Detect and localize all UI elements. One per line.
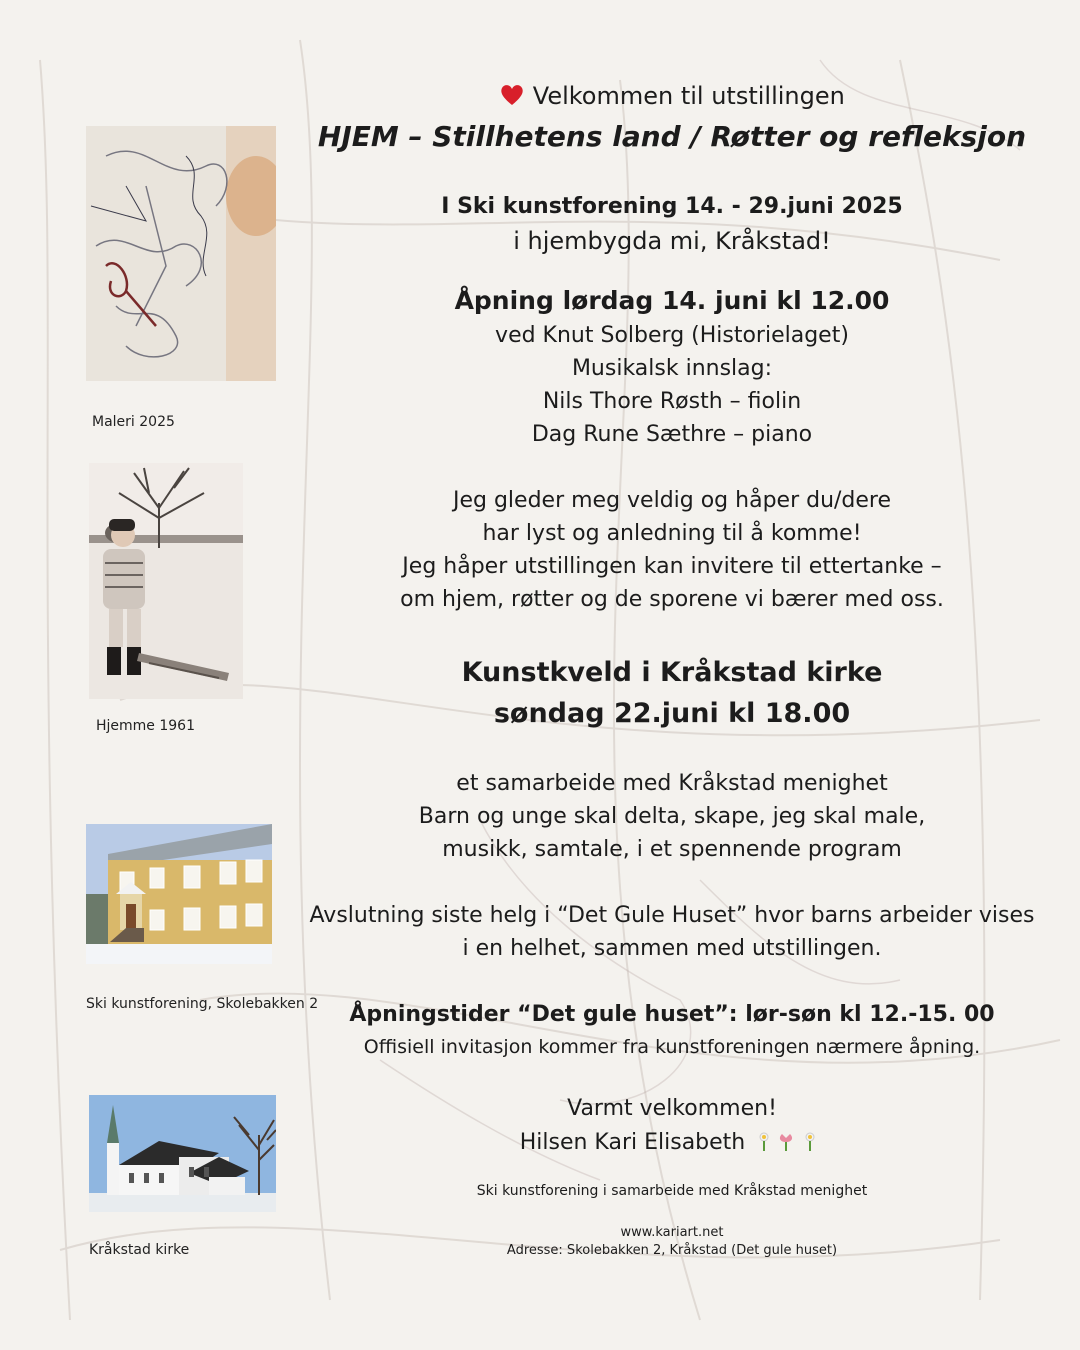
opening-heading: Åpning lørdag 14. juni kl 12.00 bbox=[454, 286, 890, 315]
childhood-photo bbox=[89, 463, 243, 699]
painting-caption: Maleri 2025 bbox=[92, 414, 175, 430]
welcome-text: Velkommen til utstillingen bbox=[532, 82, 845, 110]
footer-website[interactable]: www.kariart.net bbox=[620, 1225, 724, 1240]
hours-heading: Åpningstider “Det gule huset”: lør-søn kl 12.-15. 00 bbox=[349, 1002, 995, 1027]
artnight-line: Barn og unge skal delta, skape, jeg skal male, bbox=[418, 804, 926, 829]
footer-partner: Ski kunstforening i samarbeide med Kråkstad menighet bbox=[476, 1183, 868, 1199]
message-line: Jeg håper utstillingen kan invitere til ettertanke – bbox=[402, 554, 942, 579]
church-caption: Kråkstad kirke bbox=[89, 1242, 190, 1258]
house-caption: Ski kunstforening, Skolebakken 2 bbox=[86, 996, 319, 1012]
artnight-line: musikk, samtale, i et spennende program bbox=[442, 837, 902, 862]
message-line: har lyst og anledning til å komme! bbox=[482, 521, 862, 546]
house-photo bbox=[86, 824, 272, 964]
artnight-date: søndag 22.juni kl 18.00 bbox=[493, 698, 851, 729]
closing-line: i en helhet, sammen med utstillingen. bbox=[462, 936, 882, 961]
opening-line: ved Knut Solberg (Historielaget) bbox=[495, 323, 849, 348]
venue-dates: I Ski kunstforening 14. - 29.juni 2025 bbox=[441, 194, 903, 219]
message-line: Jeg gleder meg veldig og håper du/dere bbox=[452, 488, 892, 513]
artnight-line: et samarbeide med Kråkstad menighet bbox=[456, 771, 888, 796]
greeting-welcome: Varmt velkommen! bbox=[567, 1096, 777, 1121]
opening-line: Dag Rune Sæthre – piano bbox=[531, 422, 813, 447]
painting-image bbox=[86, 126, 276, 381]
opening-line: Musikalsk innslag: bbox=[571, 356, 773, 381]
signature-text: Hilsen Kari Elisabeth bbox=[519, 1130, 746, 1155]
opening-line: Nils Thore Røsth – fiolin bbox=[542, 389, 802, 414]
heart-icon bbox=[499, 83, 525, 107]
closing-line: Avslutning siste helg i “Det Gule Huset” hvor barns arbeider vises bbox=[309, 903, 1035, 928]
message-line: om hjem, røtter og de sporene vi bærer med oss. bbox=[400, 587, 944, 612]
hours-note: Offisiell invitasjon kommer fra kunstforeningen nærmere åpning. bbox=[363, 1036, 981, 1058]
church-photo bbox=[89, 1095, 276, 1212]
exhibition-title: HJEM – Stillhetens land / Røtter og refleksjon bbox=[317, 120, 1027, 153]
welcome-line bbox=[262, 82, 1080, 110]
footer-address: Adresse: Skolebakken 2, Kråkstad (Det gule huset) bbox=[506, 1243, 838, 1258]
artnight-heading: Kunstkveld i Kråkstad kirke bbox=[461, 657, 883, 688]
childhood-caption: Hjemme 1961 bbox=[96, 718, 195, 734]
flowers-icon bbox=[752, 1129, 824, 1153]
greeting-signature bbox=[262, 1129, 1080, 1155]
venue-location: i hjembygda mi, Kråkstad! bbox=[513, 227, 831, 255]
